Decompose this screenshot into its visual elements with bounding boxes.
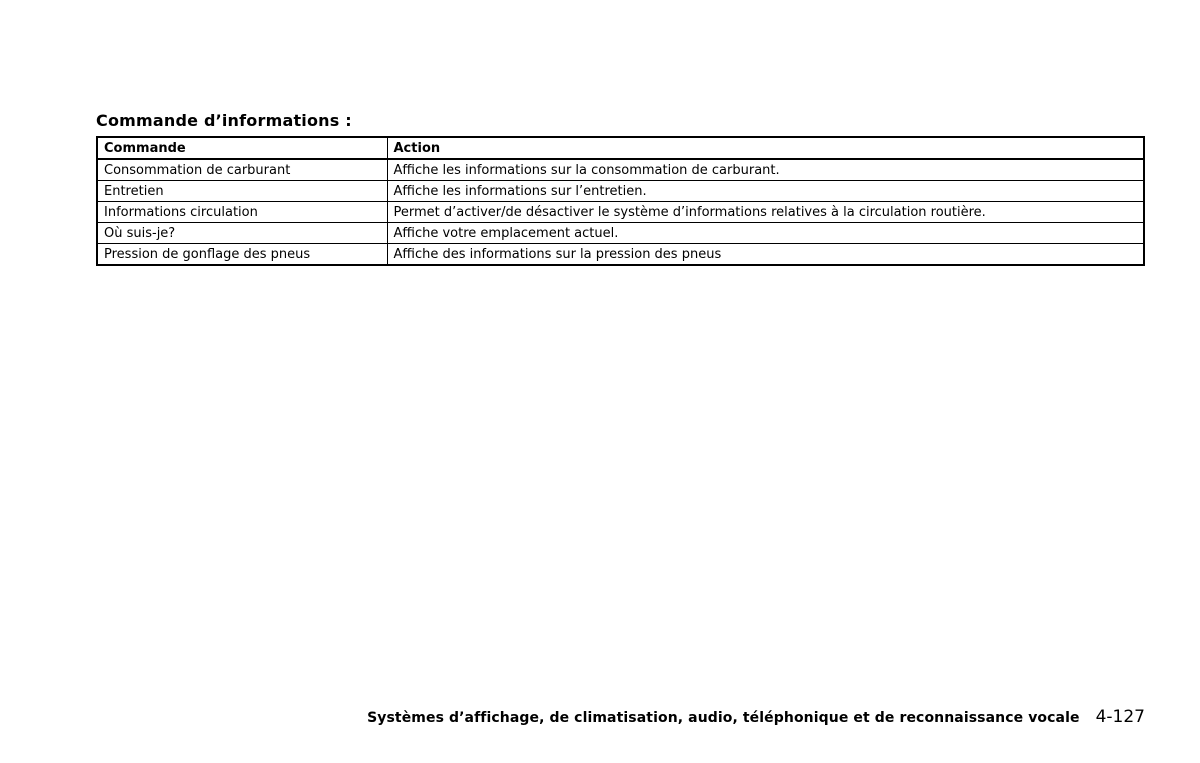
action-cell: Affiche votre emplacement actuel. — [387, 223, 1144, 244]
command-cell: Où suis-je? — [97, 223, 387, 244]
command-cell: Entretien — [97, 181, 387, 202]
command-cell: Pression de gonflage des pneus — [97, 244, 387, 266]
page-footer — [367, 707, 1145, 727]
action-cell: Affiche les informations sur la consommation de carburant. — [387, 159, 1144, 181]
commands-table — [96, 136, 1145, 266]
section-title: Commande d’informations : — [96, 111, 352, 130]
header-command: Commande — [97, 137, 387, 159]
table-row — [97, 202, 1144, 223]
table-header-row — [97, 137, 1144, 159]
table-row — [97, 223, 1144, 244]
table-row — [97, 181, 1144, 202]
action-cell: Affiche des informations sur la pression des pneus — [387, 244, 1144, 266]
table-row — [97, 244, 1144, 266]
command-cell: Informations circulation — [97, 202, 387, 223]
action-cell: Permet d’activer/de désactiver le système d’informations relatives à la circulation routière. — [387, 202, 1144, 223]
chapter-title: Systèmes d’affichage, de climatisation, audio, téléphonique et de reconnaissance vocale — [367, 710, 1080, 726]
header-action: Action — [387, 137, 1144, 159]
action-cell: Affiche les informations sur l’entretien. — [387, 181, 1144, 202]
table-row — [97, 159, 1144, 181]
command-cell: Consommation de carburant — [97, 159, 387, 181]
page-number: 4-127 — [1095, 707, 1145, 727]
